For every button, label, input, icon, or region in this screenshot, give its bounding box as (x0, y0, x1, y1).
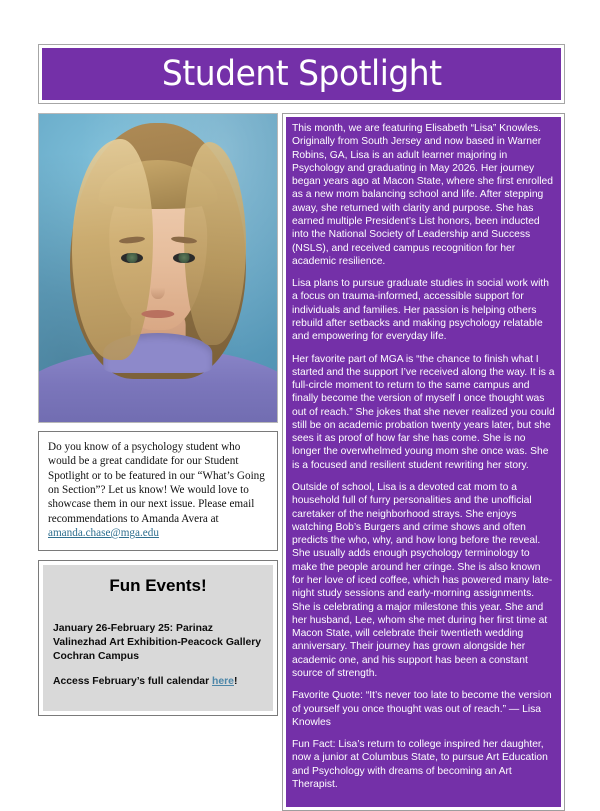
nomination-note-box (38, 431, 278, 551)
calendar-link[interactable]: here (212, 676, 234, 688)
article-quote: Favorite Quote: “It’s never too late to become the version of yourself you once thought was out of reach.” — Lisa Knowles (292, 690, 552, 728)
article-frame (282, 113, 565, 811)
article-fun-fact: Fun Fact: Lisa’s return to college inspired her daughter, now a junior at Columbus State, to pursue Art Education and Psychology with dreams of becoming an Art Therapist. (292, 739, 548, 790)
article-paragraph: This month, we are featuring Elisabeth “Lisa” Knowles. Originally from South Jersey and now based in Warner Robins, GA, Lisa is an adult learner majoring in Psychology and graduating in May 2026. Her journey began years ago at Macon State, where she first enrolled as a new mom balancing school and life. After stepping away, she returned with clarity and purpose. She has earned multiple President’s List honors, been inducted into the National Society of Leadership and Success (NSLS), and received campus recognition for her academic resilience. (292, 123, 554, 267)
nomination-note-text (48, 440, 268, 540)
fun-events-calendar-line (53, 675, 263, 689)
photo-eye-right (173, 253, 194, 263)
article-body (286, 117, 561, 807)
header-banner (42, 48, 561, 100)
header-banner-frame (38, 44, 565, 104)
article-paragraph: Her favorite part of MGA is “the chance to finish what I started and the support I’ve received along the way. It is a full-circle moment to return to the same campus and finally become the version of myself I once thought was out of reach.” She jokes that she never realized you could still be on academic probation twenty years later, but she sees it as proof of how far she has come. She is no longer the overwhelmed young mom she once was. She is a focused and resilient student rewriting her story. (292, 353, 555, 471)
page-title: Student Spotlight (161, 53, 442, 94)
calendar-text-after: ! (233, 676, 238, 688)
left-column (38, 113, 278, 716)
fun-events-item: January 26-February 25: Parinaz Valinezhad Art Exhibition-Peacock Gallery Cochran Campus (53, 623, 262, 663)
photo-eye-left (121, 253, 142, 263)
fun-events-title: Fun Events! (109, 576, 207, 596)
photo-mouth (141, 310, 174, 318)
article-paragraph: Outside of school, Lisa is a devoted cat mom to a household full of furry personalities and the unofficial caretaker of the neighborhood strays. She enjoys watching Bob’s Burgers and crime shows and often predicts the who, why, and how long before the reveal. She usually adds enough psychology terminology to make the people around her cringe. She is also known for her love of iced coffee, which has powered many late-night study sessions and early-morning assignments. She is celebrating a major milestone this year. She and her husband, Lee, whom she met during her first time at Macon State, will celebrate their twentieth wedding anniversary. Their journey has grown alongside her academic one, and his support has been a constant source of strength. (292, 482, 553, 679)
student-photo (38, 113, 278, 423)
article-paragraph: Lisa plans to pursue graduate studies in social work with a focus on trauma-informed, accessible support for individuals and families. Her passion is helping others rebuild after setbacks and making psychology relatable and empowering for everyday life. (292, 278, 549, 343)
fun-events-inner (43, 565, 273, 711)
nomination-email-link[interactable]: amanda.chase@mga.edu (48, 526, 159, 539)
nomination-note-body: Do you know of a psychology student who would be a great candidate for our Student Spotlight or to be featured in our “What’s Going on Section”? Let us know! We would love to showcase them in our next issue. Please email recommendations to Amanda Avera at (48, 441, 265, 525)
calendar-text-before: Access February’s full calendar (53, 676, 213, 688)
fun-events-box (38, 560, 278, 716)
